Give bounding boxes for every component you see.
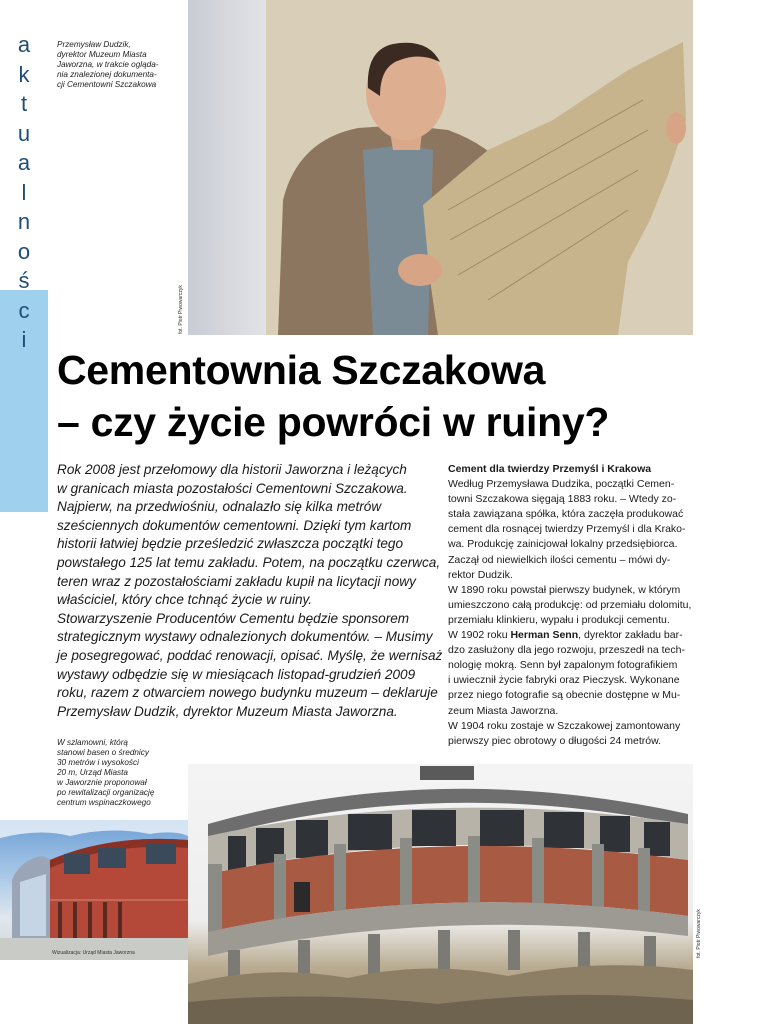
lead-line: wystawy odbędzie się w miesiącach listopad-grudzień 2009: [57, 666, 416, 682]
section-letter: i: [21, 327, 27, 352]
photo-bottom-credit: fot. Piotr Piwowarczyk: [696, 909, 702, 958]
section-letter: ś: [18, 268, 30, 293]
lead-line: sześciennych dokumentów cementowni. Dzięki tym kartom: [57, 517, 412, 533]
sidebar-line: W 1904 roku zostaje w Szczakowej zamontowany: [448, 719, 681, 732]
headline-line-2: – czy życie powróci w ruiny?: [57, 399, 610, 445]
sidebar-line: zeum Miasta Jaworzna.: [448, 704, 559, 717]
sidebar-line: wa. Produkcję zainicjował lokalny przedsiębiorca.: [448, 538, 678, 551]
section-letter: c: [18, 297, 30, 323]
sidebar-line: stała zawiązana spółka, która zaczęła produkować: [448, 508, 684, 521]
caption-line: 30 metrów i wysokości: [57, 758, 139, 767]
photo-bottom-caption: [57, 738, 154, 808]
section-letter: a: [17, 150, 31, 175]
section-letter: k: [18, 61, 30, 87]
caption-line: 20 m, Urząd Miasta: [57, 768, 128, 777]
sidebar-line: nologię mokrą. Senn był zapalonym fotografikiem: [448, 659, 678, 672]
headline-line-1: Cementownia Szczakowa: [57, 347, 546, 393]
sidebar-line: umieszczono całą produkcję: od przemiału dolomitu,: [448, 598, 692, 611]
sidebar-line: towni Szczakowa sięgają 1883 roku. – Wtedy zo-: [448, 493, 677, 506]
sidebar-line: W 1890 roku powstał pierwszy budynek, w którym: [448, 583, 681, 596]
lead-line: historii łatwiej będzie prześledzić zwłaszcza początki tego: [57, 536, 404, 552]
sidebar-heading: Cement dla twierdzy Przemyśl i Krakowa: [448, 463, 652, 475]
ruin-illustration: [188, 764, 693, 1024]
lead-line: roku, razem z otwarciem nowego budynku muzeum – deklaruje: [57, 685, 438, 701]
photo-top-credit: fot. Piotr Piwowarczyk: [178, 285, 184, 334]
section-label: [4, 30, 44, 355]
lead-line: w granicach miasta pozostałości Cementowni Szczakowa.: [57, 480, 408, 496]
caption-line: cji Cementowni Szczakowa: [57, 80, 157, 89]
section-letter: t: [20, 91, 28, 116]
caption-line: centrum wspinaczkowego: [57, 798, 151, 807]
lead-line: Przemysław Dudzik, dyrektor Muzeum Miasta Jaworzna.: [57, 703, 398, 719]
section-letter: u: [17, 120, 31, 146]
sidebar-column: [448, 462, 698, 749]
section-letter: o: [17, 238, 31, 264]
sidebar-line: pierwszy piec obrotowy o długości 24 metrów.: [448, 734, 662, 747]
caption-line: po rewitalizacji organizację: [57, 788, 155, 797]
sidebar-line: cement dla rosnącej twierdzy Przemyśl i dla Krako-: [448, 523, 686, 536]
photo-left-credit: Wizualizacja: Urząd Miasta Jaworzna: [52, 950, 135, 956]
caption-line: dyrektor Muzeum Miasta: [57, 50, 147, 59]
caption-line: Przemysław Dudzik,: [57, 40, 131, 49]
lead-line: je posegregować, poddać renowacji, opisać. Myślę, że wernisaż: [57, 647, 443, 663]
lead-line: strategicznym wystawy odnalezionych dokumentów. – Musimy: [57, 629, 433, 645]
section-letter: l: [21, 179, 27, 205]
lead-line: właściciel, który chce tchnąć życie w ruiny.: [57, 592, 313, 608]
lead-line: Stowarzyszenie Producentów Cementu będzie sponsorem: [57, 610, 410, 626]
sidebar-line: W 1902 roku Herman Senn, dyrektor zakładu bar-: [448, 629, 683, 642]
caption-line: W szlamowni, którą: [57, 738, 128, 747]
caption-line: stanowi basen o średnicy: [57, 748, 149, 757]
sidebar-line: Według Przemysława Dudzika, początki Cemen-: [448, 478, 675, 491]
lead-line: teren wraz z pozostałościami zakładu kupił na licytacji nowy: [57, 573, 416, 589]
section-letter: a: [17, 32, 31, 57]
photo-ruined-slurry-building: [188, 764, 693, 1024]
photo-visualization-climbing-center: [0, 820, 188, 960]
lead-line: Najpierw, na przedwiośniu, odnalazło się kilka metrów: [57, 499, 382, 515]
sidebar-line: przez niego fotografie są obecnie dostępne w Mu-: [448, 689, 681, 702]
caption-line: w Jaworznie proponował: [57, 778, 147, 787]
sidebar-line: rektor Dudzik.: [448, 568, 513, 581]
lead-paragraph: [57, 461, 443, 721]
lead-line: Rok 2008 jest przełomowy dla historii Jaworzna i leżących: [57, 462, 407, 477]
sidebar-line: przemiału klinkieru, wypału i produkcji cementu.: [448, 613, 670, 626]
caption-line: Jaworzna, w trakcie oglądа-: [57, 60, 159, 69]
article-headline: [57, 344, 609, 448]
caption-line: nia znalezionej dokumenta-: [57, 70, 157, 79]
photo-director-with-documents: [188, 0, 693, 335]
sidebar-line: dzo zasłużony dla jego rozwoju, przeszedł na tech-: [448, 644, 685, 657]
section-letter: n: [17, 209, 31, 234]
photo-illustration: [188, 0, 693, 335]
sidebar-line: i uwiecznił życie fabryki oraz Pieczysk. Wykonane: [448, 674, 680, 687]
lead-line: powstałego 125 lat temu zakładu. Potem, na początku czerwca,: [57, 554, 441, 570]
visualization-illustration: [0, 820, 188, 960]
sidebar-line: Zaczął od niewielkich ilości cementu – mówi dy-: [448, 553, 671, 566]
photo-top-caption: [57, 40, 158, 90]
